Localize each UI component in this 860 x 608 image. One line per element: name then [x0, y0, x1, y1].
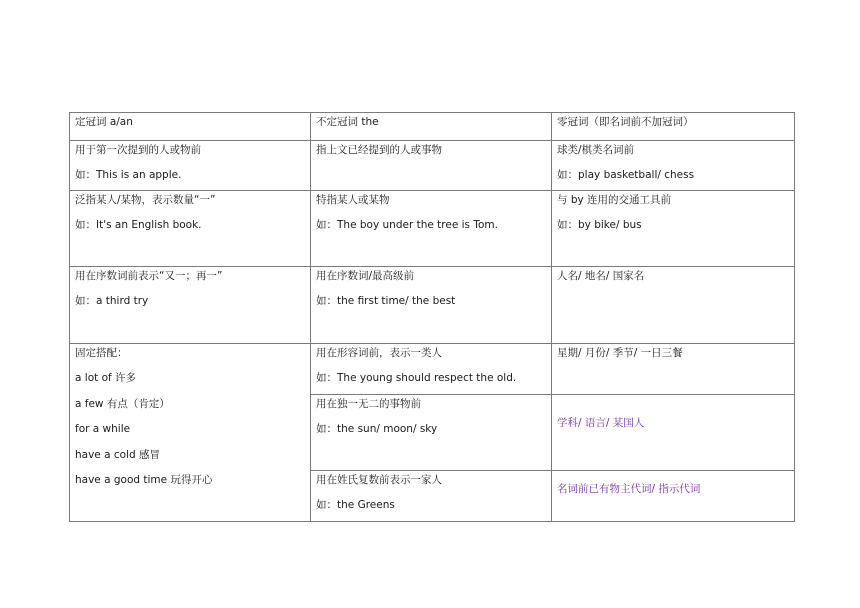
header-indefinite-article — [311, 113, 552, 141]
table-cell — [552, 395, 795, 471]
rule-text: 星期/ 月份/ 季节/ 一日三餐 — [557, 347, 683, 359]
table-row — [70, 267, 795, 344]
example-text: 如：the first time/ the best — [316, 295, 456, 307]
fixed-phrase: a few 有点（肯定） — [75, 397, 170, 410]
rule-text: 用在序数词/最高级前 — [316, 270, 415, 282]
table-cell — [311, 344, 552, 395]
header-indefinite-label: 不定冠词 the — [316, 116, 379, 128]
table-cell — [552, 344, 795, 395]
example-text: 如：This is an apple. — [75, 169, 182, 181]
fixed-phrase: have a good time 玩得开心 — [75, 473, 213, 486]
rule-text: 球类/棋类名词前 — [557, 144, 635, 156]
header-definite-label: 定冠词 a/an — [75, 116, 133, 128]
example-text: 如：It's an English book. — [75, 219, 202, 231]
article-usage-table — [69, 112, 795, 522]
table-cell — [552, 191, 795, 267]
fixed-phrases-title: 固定搭配： — [75, 347, 128, 359]
table-cell — [311, 267, 552, 344]
example-text: 如：The boy under the tree is Tom. — [316, 219, 498, 231]
header-definite-article — [70, 113, 311, 141]
table-row — [70, 141, 795, 191]
example-text: 如：play basketball/ chess — [557, 169, 695, 181]
fixed-phrase: for a while — [75, 423, 131, 436]
fixed-phrase: a lot of 许多 — [75, 372, 137, 385]
rule-text: 用于第一次提到的人或物前 — [75, 144, 201, 156]
rule-text: 与 by 连用的交通工具前 — [557, 194, 672, 206]
header-zero-label: 零冠词（即名词前不加冠词） — [557, 116, 694, 128]
table-cell — [70, 267, 311, 344]
example-text: 如：by bike/ bus — [557, 219, 642, 231]
fixed-phrase: have a cold 感冒 — [75, 448, 160, 461]
rule-text: 指上文已经提到的人或事物 — [316, 144, 442, 156]
rule-text: 用在独一无二的事物前 — [316, 398, 421, 410]
example-text: 如：a third try — [75, 295, 149, 307]
fixed-phrases-cell — [70, 344, 311, 522]
table-row — [70, 344, 795, 395]
table-cell — [552, 267, 795, 344]
highlighted-rule-text: 学科/ 语言/ 某国人 — [557, 417, 645, 429]
table-cell — [70, 141, 311, 191]
header-zero-article — [552, 113, 795, 141]
rule-text: 特指某人或某物 — [316, 194, 390, 206]
rule-text: 泛指某人/某物，表示数量“一” — [75, 194, 216, 206]
table-header-row — [70, 113, 795, 141]
table-cell — [552, 471, 795, 522]
rule-text: 用在姓氏复数前表示一家人 — [316, 474, 442, 486]
table-cell — [311, 395, 552, 471]
table-row — [70, 191, 795, 267]
rule-text: 用在形容词前，表示一类人 — [316, 347, 442, 359]
rule-text: 用在序数词前表示“又一；再一” — [75, 270, 223, 282]
table-cell — [311, 191, 552, 267]
highlighted-rule-text: 名词前已有物主代词/ 指示代词 — [557, 482, 701, 495]
example-text: 如：the Greens — [316, 499, 395, 511]
table-cell — [70, 191, 311, 267]
rule-text: 人名/ 地名/ 国家名 — [557, 270, 645, 282]
table-cell — [552, 141, 795, 191]
table-cell — [311, 141, 552, 191]
table-cell — [311, 471, 552, 522]
example-text: 如：The young should respect the old. — [316, 372, 517, 384]
example-text: 如：the sun/ moon/ sky — [316, 423, 438, 435]
